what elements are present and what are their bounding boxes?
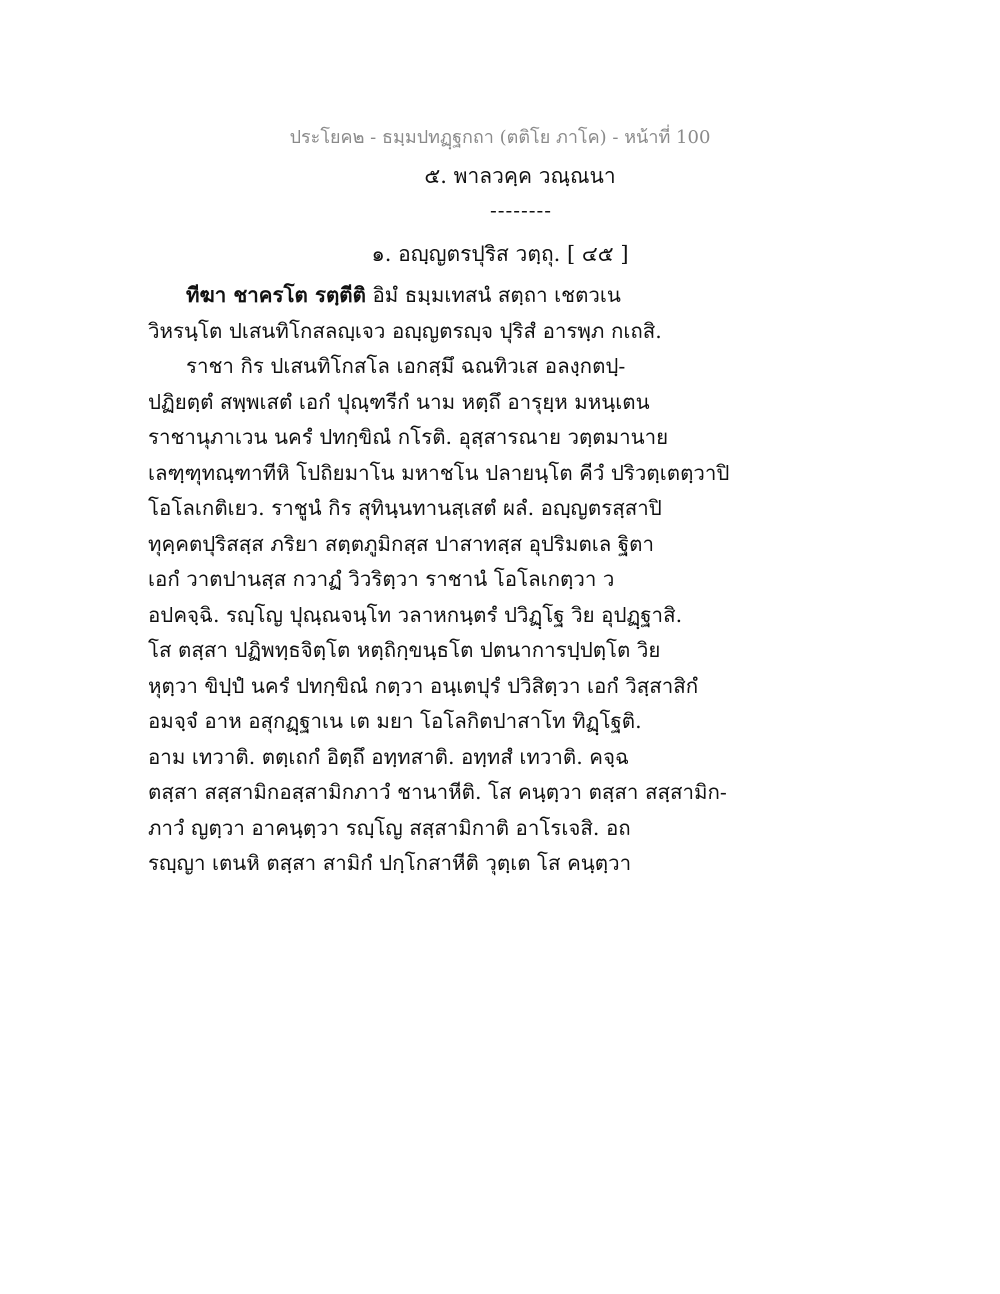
story-verse-opening: ทีฆา ชาครโต รตฺตีติ [186,283,366,307]
text-line: โอโลเกติเยว. ราชูนํ กิร สุทินฺนทานสฺเสตํ ผลํ. อญฺญตรสฺสาปิ [148,496,662,520]
text-line-rest: อิมํ ธมฺมเทสนํ สตฺถา เชตวเน [365,283,621,307]
body-text [148,278,868,882]
text-line: หุตฺวา ขิปฺปํ นครํ ปทกฺขิณํ กตฺวา อนฺเตปุรํ ปวิสิตฺวา เอกํ วิสฺสาสิกํ [148,673,699,698]
story-title: ๑. อญฺญตรปุริส วตฺถุ. [ ๔๕ ] [371,242,629,266]
text-line: รญฺญา เตนหิ ตสฺสา สามิกํ ปกฺโกสาหีติ วุตฺเต โส คนฺตฺวา [148,851,632,875]
text-line: ภาวํ ญตฺวา อาคนฺตฺวา รญฺโญ สสฺสามิกาติ อาโรเจสิ. อถ [148,815,631,840]
text-line: อาม เทวาติ. ตตฺเถกํ อิตฺถึ อทฺทสาติ. อทฺทสํ เทวาติ. คจฺฉ [148,744,629,769]
text-line: ตสฺสา สสฺสามิกอสฺสามิกภาวํ ชานาหีติ. โส คนฺตฺวา ตสฺสา สสฺสามิก- [148,780,727,804]
chapter-heading [0,160,1000,193]
separator-line: -------- [489,198,553,222]
text-line [148,278,868,314]
text-line: ทุคฺคตปุริสสฺส ภริยา สตฺตภูมิกสฺส ปาสาทสฺส อุปริมตเล ฐิตา [148,531,654,556]
text-line: โส ตสฺสา ปฏิพทฺธจิตฺโต หตฺถิกฺขนฺธโต ปตนาการปฺปตฺโต วิย [148,638,661,662]
text-line: เลฑฺฑุทณฺฑาทีหิ โปถิยมาโน มหาชโน ปลายนฺโต คีวํ ปริวตฺเตตฺวาปิ [148,460,730,485]
text-line: อมจฺจํ อาห อสุกฏฺฐาเน เต มยา โอโลกิตปาสาโท ทิฏฺโฐติ. [148,709,642,733]
running-header: ประโยค๒ - ธมฺมปทฏฺฐกถา (ตติโย ภาโค) - หน้าที่ 100 [289,127,711,148]
text-line: ราชา กิร ปเสนทิโกสโล เอกสฺมึ ฉณทิวเส อลงฺกตปฺ- [186,354,626,378]
text-line: ราชานุภาเวน นครํ ปทกฺขิณํ กโรติ. อุสฺสารณาย วตฺตมานาย [148,425,669,449]
chapter-title: ๕. พาลวคฺค วณฺณนา [424,164,616,188]
text-line: เอกํ วาตปานสฺส กวาฏํ วิวริตฺวา ราชานํ โอโลเกตฺวา ว [148,567,615,591]
text-line: ปฏิยตฺตํ สพฺพเสตํ เอกํ ปุณฺฑรีกํ นาม หตฺถึ อารุยฺห มหนฺเตน [148,389,650,414]
text-line: อปคจฺฉิ. รญฺโญ ปุณฺณจนฺโท วลาหกนฺตรํ ปวิฏฺโฐ วิย อุปฏฺฐาสิ. [148,602,683,627]
text-line: วิหรนฺโต ปเสนทิโกสลญฺเจว อญฺญตรญฺจ ปุริสํ อารพฺภ กเถสิ. [148,318,662,343]
